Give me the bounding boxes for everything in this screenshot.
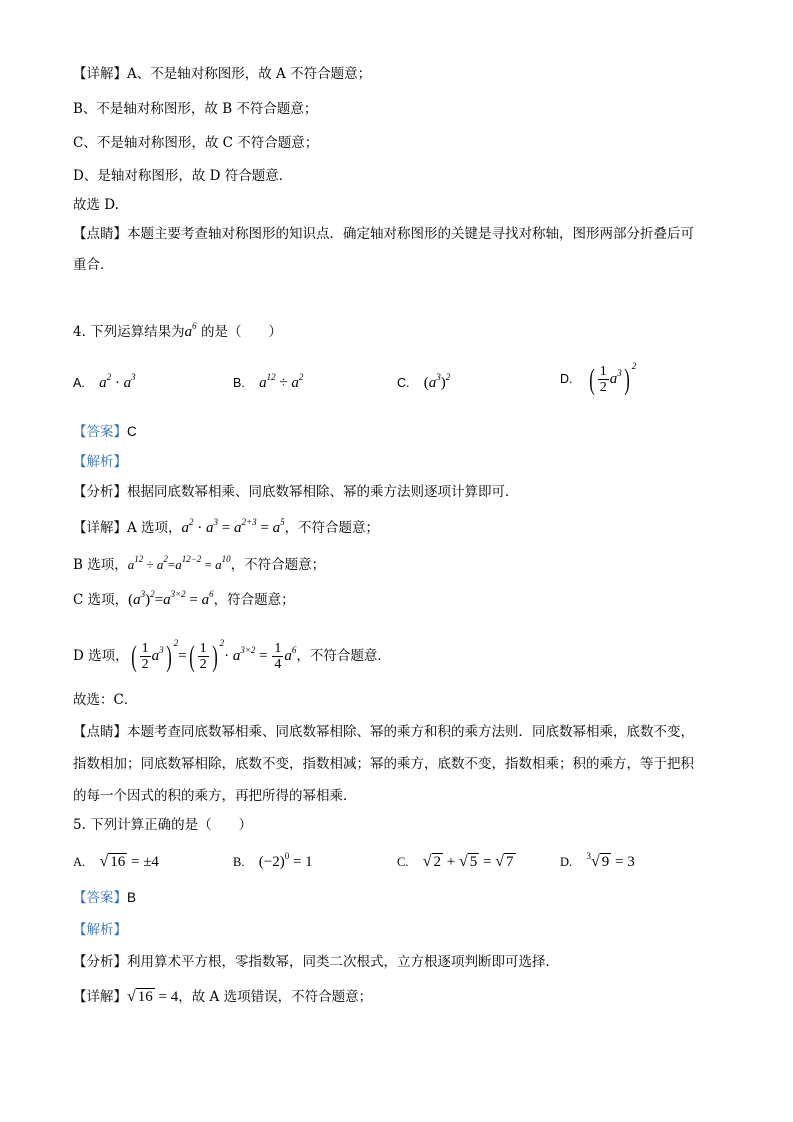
q5-option-d [560, 850, 635, 874]
q3-comment-line-1: 【点睛】本题主要考查轴对称图形的知识点．确定轴对称图形的关键是寻找对称轴，图形两部分折叠后可 [73, 226, 694, 242]
q5-option-d-expr: $^3$√ 9 = 3 [586, 851, 635, 870]
q5-answer-tag: 【答案】 [73, 890, 127, 906]
q4-option-d [560, 360, 637, 396]
q4-comment-line-3: 的每一个因式的积的乘方，再把所得的幂相乘． [73, 788, 357, 804]
q4-answer-tag: 【答案】 [73, 424, 127, 440]
q5-detail-prefix: 【详解】 [73, 989, 127, 1005]
q5-detail-a [73, 987, 372, 1007]
q4-detail-a-expr: $a^2 \cdot a^3 = a^{2+3} = a^5$ [181, 517, 285, 536]
q3-comment-line-2: 重合． [73, 257, 114, 273]
q4-answer [73, 422, 137, 442]
q4-comment-line-1: 【点睛】本题考查同底数幂相乘、同底数幂相除、幂的乘方和积的乘方法则．同底数幂相乘，底数不变， [73, 724, 694, 740]
q4-detail-c-suffix: ，符合题意； [213, 592, 295, 608]
q5-option-b [233, 850, 313, 874]
q4-stem-math: $a^6$ [184, 321, 197, 340]
q5-option-a-expr: √ 16 = ±4 [99, 853, 159, 870]
q5-analysis: 【分析】利用算术平方根，零指数幂，同类二次根式，立方根逐项判断即可选择． [73, 954, 559, 970]
q3-choice: 故选 D. [73, 197, 119, 213]
q4-analysis-tag: 【解析】 [73, 454, 127, 470]
q4-analysis: 【分析】根据同底数幂相乘、同底数幂相除、幂的乘方法则逐项计算即可． [73, 484, 519, 500]
q4-option-c-label: C. [397, 376, 410, 390]
q4-option-b-expr: $a^{12} \div a^2$ [259, 372, 304, 391]
q4-option-a-label: A. [73, 376, 85, 390]
q5-stem: 5. 下列计算正确的是（ ） [73, 817, 253, 833]
q5-answer [73, 888, 136, 908]
q4-detail-a-prefix: 【详解】A 选项， [73, 520, 182, 536]
q5-answer-value: B [127, 890, 137, 905]
q4-option-b [233, 371, 303, 395]
q4-stem-prefix: 4. 下列运算结果为 [73, 324, 185, 340]
q4-detail-b [73, 555, 325, 575]
q4-detail-a-suffix: ，不符合题意； [284, 520, 380, 536]
q4-option-a-expr: $a^2 \cdot a^3$ [99, 372, 136, 391]
q4-detail-d [73, 637, 391, 673]
q4-option-c [397, 371, 450, 395]
q4-comment-line-2: 指数相加；同底数幂相除，底数不变，指数相减；幂的乘方，底数不变，指数相乘；积的乘方，等于把积 [73, 756, 694, 772]
q4-option-b-label: B. [233, 376, 245, 390]
q3-detail-d: D、是轴对称图形，故 D 符合题意． [73, 168, 293, 184]
q3-detail-a: 【详解】A、不是轴对称图形，故 A 不符合题意； [73, 66, 372, 82]
q4-detail-b-prefix: B 选项， [73, 557, 128, 573]
q4-detail-d-expr: ( $\frac{1}{2}$ $a^3$) $^2$=( $\frac{1}{2}$ ) $^2\cdot a^{3\times 2}$ = $\frac{1}{4}$ $a^6$ [130, 637, 297, 673]
q4-answer-value: C [127, 424, 137, 439]
q5-detail-expr: √ 16 = 4 [127, 988, 179, 1005]
q5-option-b-expr: $(-2)^0 = 1$ [258, 851, 313, 870]
q4-choice: 故选：C． [73, 692, 138, 708]
q4-option-d-label: D. [560, 371, 573, 386]
q5-option-c-label: C. [397, 855, 409, 869]
q4-detail-d-prefix: D 选项， [73, 647, 129, 664]
q5-option-a-label: A. [73, 855, 86, 869]
q3-detail-b: B、不是轴对称图形，故 B 不符合题意； [73, 101, 318, 117]
q4-stem-suffix: 的是（ ） [200, 324, 282, 340]
q5-option-c [397, 850, 516, 874]
q4-option-c-expr: $(a^3)^2$ [423, 372, 451, 391]
q4-option-d-expr: ( $\frac{1}{2}$ $a^3$) $^2$ [589, 360, 637, 396]
q5-analysis-tag: 【解析】 [73, 922, 127, 938]
q4-detail-b-suffix: ，不符合题意； [230, 557, 326, 573]
q4-option-a [73, 371, 136, 395]
q4-detail-d-suffix: ，不符合题意． [296, 647, 391, 664]
q4-detail-c-expr: $(a^3)^2=a^{3\times 2} = a^6$ [128, 589, 214, 608]
q5-option-a [73, 850, 159, 874]
q4-detail-b-expr: $a^{12} \div a^2=a^{12-2} = a^{10}$ [127, 554, 231, 572]
q5-option-c-expr: √ 2 + √ 5 = √ 7 [422, 853, 514, 870]
q4-stem [73, 322, 282, 342]
q5-option-d-label: D. [560, 855, 573, 869]
q4-detail-c-prefix: C 选项， [73, 592, 129, 608]
q3-detail-c: C、不是轴对称图形，故 C 不符合题意； [73, 135, 319, 151]
q5-option-b-label: B. [233, 855, 245, 869]
q4-detail-a [73, 518, 379, 538]
q4-detail-c [73, 590, 295, 610]
q5-detail-suffix: ，故 A 选项错误，不符合题意； [178, 989, 373, 1005]
